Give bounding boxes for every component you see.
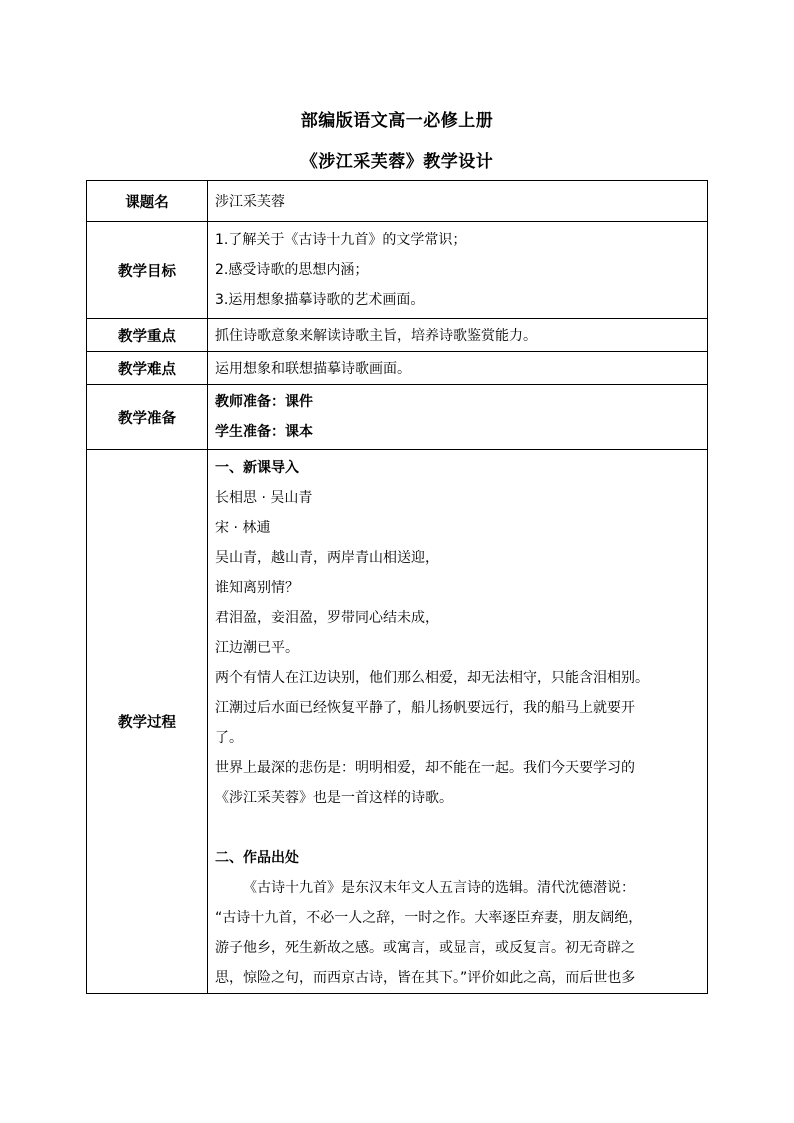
intro-text-line: 《涉江采芙蓉》也是一首这样的诗歌。	[215, 790, 453, 806]
document-title: 部编版语文高一必修上册	[300, 111, 494, 131]
poem-title: 长相思 · 吴山青	[215, 490, 313, 506]
difficulty-value: 运用想象和联想描摹诗歌画面。	[208, 352, 708, 385]
source-text-line: 《古诗十九首》是东汉末年文人五言诗的选辑。清代沈德潜说：	[243, 880, 635, 896]
table-row-focus	[87, 319, 708, 352]
section-heading: 一、新课导入	[215, 460, 299, 476]
source-text-line: 游子他乡，死生新故之感。或寓言，或显言，或反复言。初无奇辟之	[215, 940, 635, 956]
difficulty-label: 教学难点	[87, 352, 208, 385]
poem-line: 君泪盈，妾泪盈，罗带同心结未成，	[215, 610, 439, 626]
section-heading: 二、作品出处	[215, 850, 299, 866]
process-cell	[208, 450, 708, 994]
process-label: 教学过程	[87, 450, 208, 994]
intro-text-line: 了。	[215, 730, 243, 746]
document-subtitle: 《涉江采芙蓉》教学设计	[300, 152, 494, 172]
focus-label: 教学重点	[87, 319, 208, 352]
student-preparation: 学生准备：课本	[215, 424, 313, 440]
focus-value: 抓住诗歌意象来解读诗歌主旨，培养诗歌鉴赏能力。	[208, 319, 708, 352]
spacer	[215, 813, 707, 843]
table-row-difficulty	[87, 352, 708, 385]
goals-cell	[208, 222, 708, 319]
intro-text-line: 江潮过后水面已经恢复平静了，船儿扬帆要远行，我的船马上就要开	[215, 700, 635, 716]
table-row-goals	[87, 222, 708, 319]
preparation-label: 教学准备	[87, 385, 208, 450]
goal-item: 2.感受诗歌的思想内涵；	[215, 262, 369, 278]
lesson-plan-table	[86, 180, 708, 994]
intro-text-line: 世界上最深的悲伤是：明明相爱，却不能在一起。我们今天要学习的	[215, 760, 635, 776]
source-text-line: “古诗十九首，不必一人之辞，一时之作。大率逐臣弃妻，朋友阔绝，	[215, 910, 643, 926]
topic-label: 课题名	[87, 181, 208, 222]
intro-text-line: 两个有情人在江边诀别，他们那么相爱，却无法相守，只能含泪相别。	[215, 670, 649, 686]
goal-item: 3.运用想象描摹诗歌的艺术画面。	[215, 292, 425, 308]
poem-line: 江边潮已平。	[215, 640, 299, 656]
poem-line: 吴山青，越山青，两岸青山相送迎，	[215, 550, 439, 566]
table-row-preparation	[87, 385, 708, 450]
source-text-line: 思，惊险之句，而西京古诗，皆在其下。”评价如此之高，而后世也多	[215, 970, 636, 986]
goals-label: 教学目标	[87, 222, 208, 319]
topic-value: 涉江采芙蓉	[208, 181, 708, 222]
poem-author: 宋 · 林逋	[215, 520, 271, 536]
teacher-preparation: 教师准备：课件	[215, 394, 313, 410]
preparation-cell	[208, 385, 708, 450]
poem-line: 谁知离别情？	[215, 580, 299, 596]
table-row-topic	[87, 181, 708, 222]
table-row-process	[87, 450, 708, 994]
goal-item: 1.了解关于《古诗十九首》的文学常识；	[215, 232, 467, 248]
